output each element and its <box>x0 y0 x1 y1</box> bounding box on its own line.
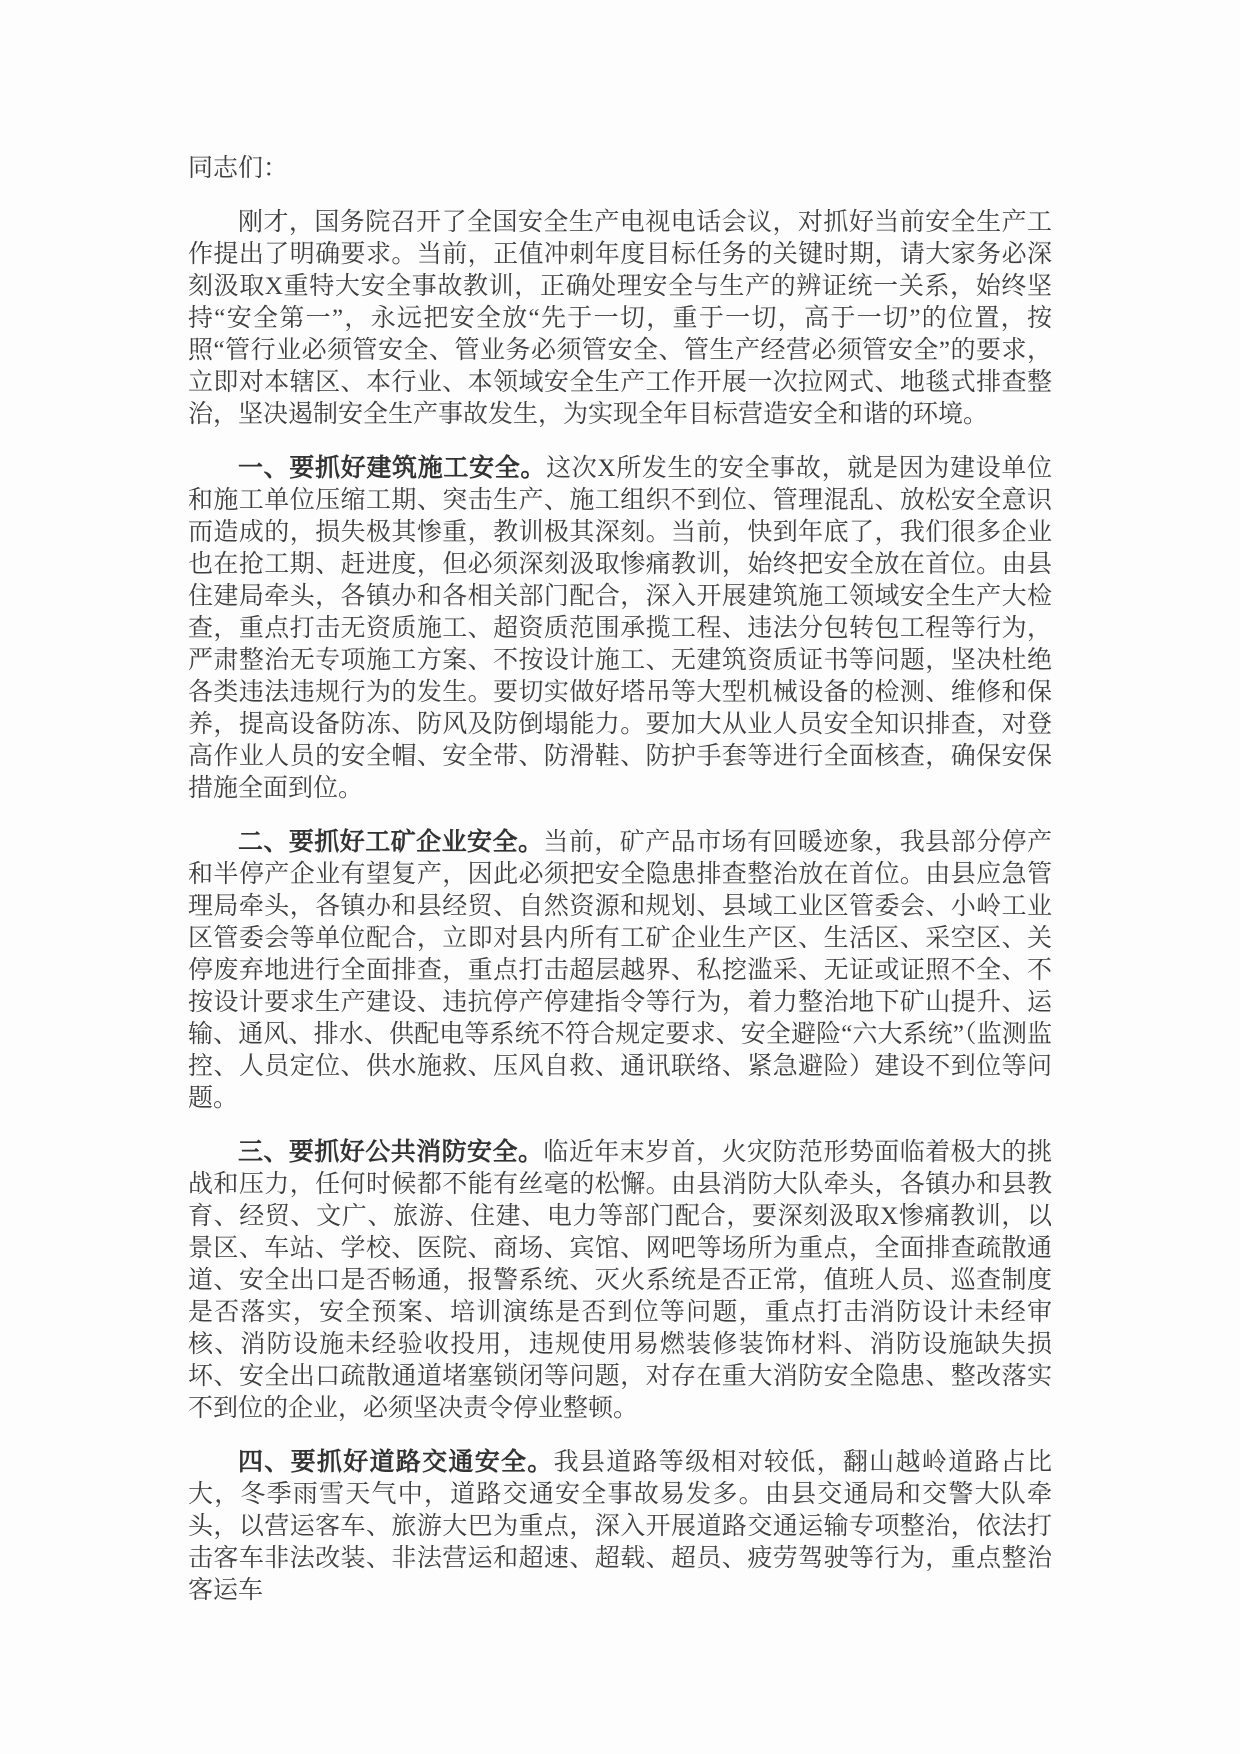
section-3-text: 临近年末岁首，火灾防范形势面临着极大的挑战和压力，任何时候都不能有丝毫的松懈。由县消防大队牵头，各镇办和县教育、经贸、文广、旅游、住建、电力等部门配合，要深刻汲取X惨痛教训，以景区、车站、学校、医院、商场、宾馆、网吧等场所为重点，全面排查疏散通道、安全出口是否畅通，报警系统、灭火系统是否正常，值班人员、巡查制度是否落实，安全预案、培训演练是否到位等问题，重点打击消防设计未经审核、消防设施未经验收投用，违规使用易燃装修装饰材料、消防设施缺失损坏、安全出口疏散通道堵塞锁闭等问题，对存在重大消防安全隐患、整改落实不到位的企业，必须坚决责令停业整顿。 <box>188 1139 1052 1422</box>
paragraph-section-4 <box>188 1447 1052 1607</box>
paragraph-section-3 <box>188 1137 1052 1425</box>
salutation: 同志们： <box>188 155 289 182</box>
section-4-heading: 四、要抓好道路交通安全。 <box>238 1449 554 1476</box>
paragraph-intro <box>188 207 1052 431</box>
section-4-text: 我县道路等级相对较低，翻山越岭道路占比大，冬季雨雪天气中，道路交通安全事故易发多。由县交通局和交警大队牵头，以营运客车、旅游大巴为重点，深入开展道路交通运输专项整治，依法打击客车非法改装、非法营运和超速、超载、超员、疲劳驾驶等行为，重点整治客运车 <box>188 1449 1052 1604</box>
section-3-heading: 三、要抓好公共消防安全。 <box>238 1139 544 1166</box>
section-1-text: 这次X所发生的安全事故，就是因为建设单位和施工单位压缩工期、突击生产、施工组织不到位、管理混乱、放松安全意识而造成的，损失极其惨重，教训极其深刻。当前，快到年底了，我们很多企业也在抢工期、赶进度，但必须深刻汲取惨痛教训，始终把安全放在首位。由县住建局牵头，各镇办和各相关部门配合，深入开展建筑施工领域安全生产大检查，重点打击无资质施工、超资质范围承揽工程、违法分包转包工程等行为，严肃整治无专项施工方案、不按设计施工、无建筑资质证书等问题，坚决杜绝各类违法违规行为的发生。要切实做好塔吊等大型机械设备的检测、维修和保养，提高设备防冻、防风及防倒塌能力。要加大从业人员安全知识排查，对登高作业人员的安全帽、安全带、防滑鞋、防护手套等进行全面核查，确保安保措施全面到位。 <box>188 455 1052 802</box>
paragraph-section-1 <box>188 453 1052 805</box>
section-1-heading: 一、要抓好建筑施工安全。 <box>238 455 547 482</box>
section-2-text: 当前，矿产品市场有回暖迹象，我县部分停产和半停产企业有望复产，因此必须把安全隐患排查整治放在首位。由县应急管理局牵头，各镇办和县经贸、自然资源和规划、县域工业区管委会、小岭工业区管委会等单位配合，立即对县内所有工矿企业生产区、生活区、采空区、关停废弃地进行全面排查，重点打击超层越界、私挖滥采、无证或证照不全、不按设计要求生产建设、违抗停产停建指令等行为，着力整治地下矿山提升、运输、通风、排水、供配电等系统不符合规定要求、安全避险“六大系统”（监测监控、人员定位、供水施救、压风自救、通讯联络、紧急避险）建设不到位等问题。 <box>188 829 1052 1112</box>
paragraph-section-2 <box>188 827 1052 1115</box>
paragraph-intro-text: 刚才，国务院召开了全国安全生产电视电话会议，对抓好当前安全生产工作提出了明确要求。当前，正值冲刺年度目标任务的关键时期，请大家务必深刻汲取X重特大安全事故教训，正确处理安全与生产的辨证统一关系，始终坚持“安全第一”，永远把安全放“先于一切，重于一切，高于一切”的位置，按照“管行业必须管安全、管业务必须管安全、管生产经营必须管安全”的要求，立即对本辖区、本行业、本领域安全生产工作开展一次拉网式、地毯式排查整治，坚决遏制安全生产事故发生，为实现全年目标营造安全和谐的环境。 <box>188 209 1052 428</box>
section-2-heading: 二、要抓好工矿企业安全。 <box>238 829 544 856</box>
